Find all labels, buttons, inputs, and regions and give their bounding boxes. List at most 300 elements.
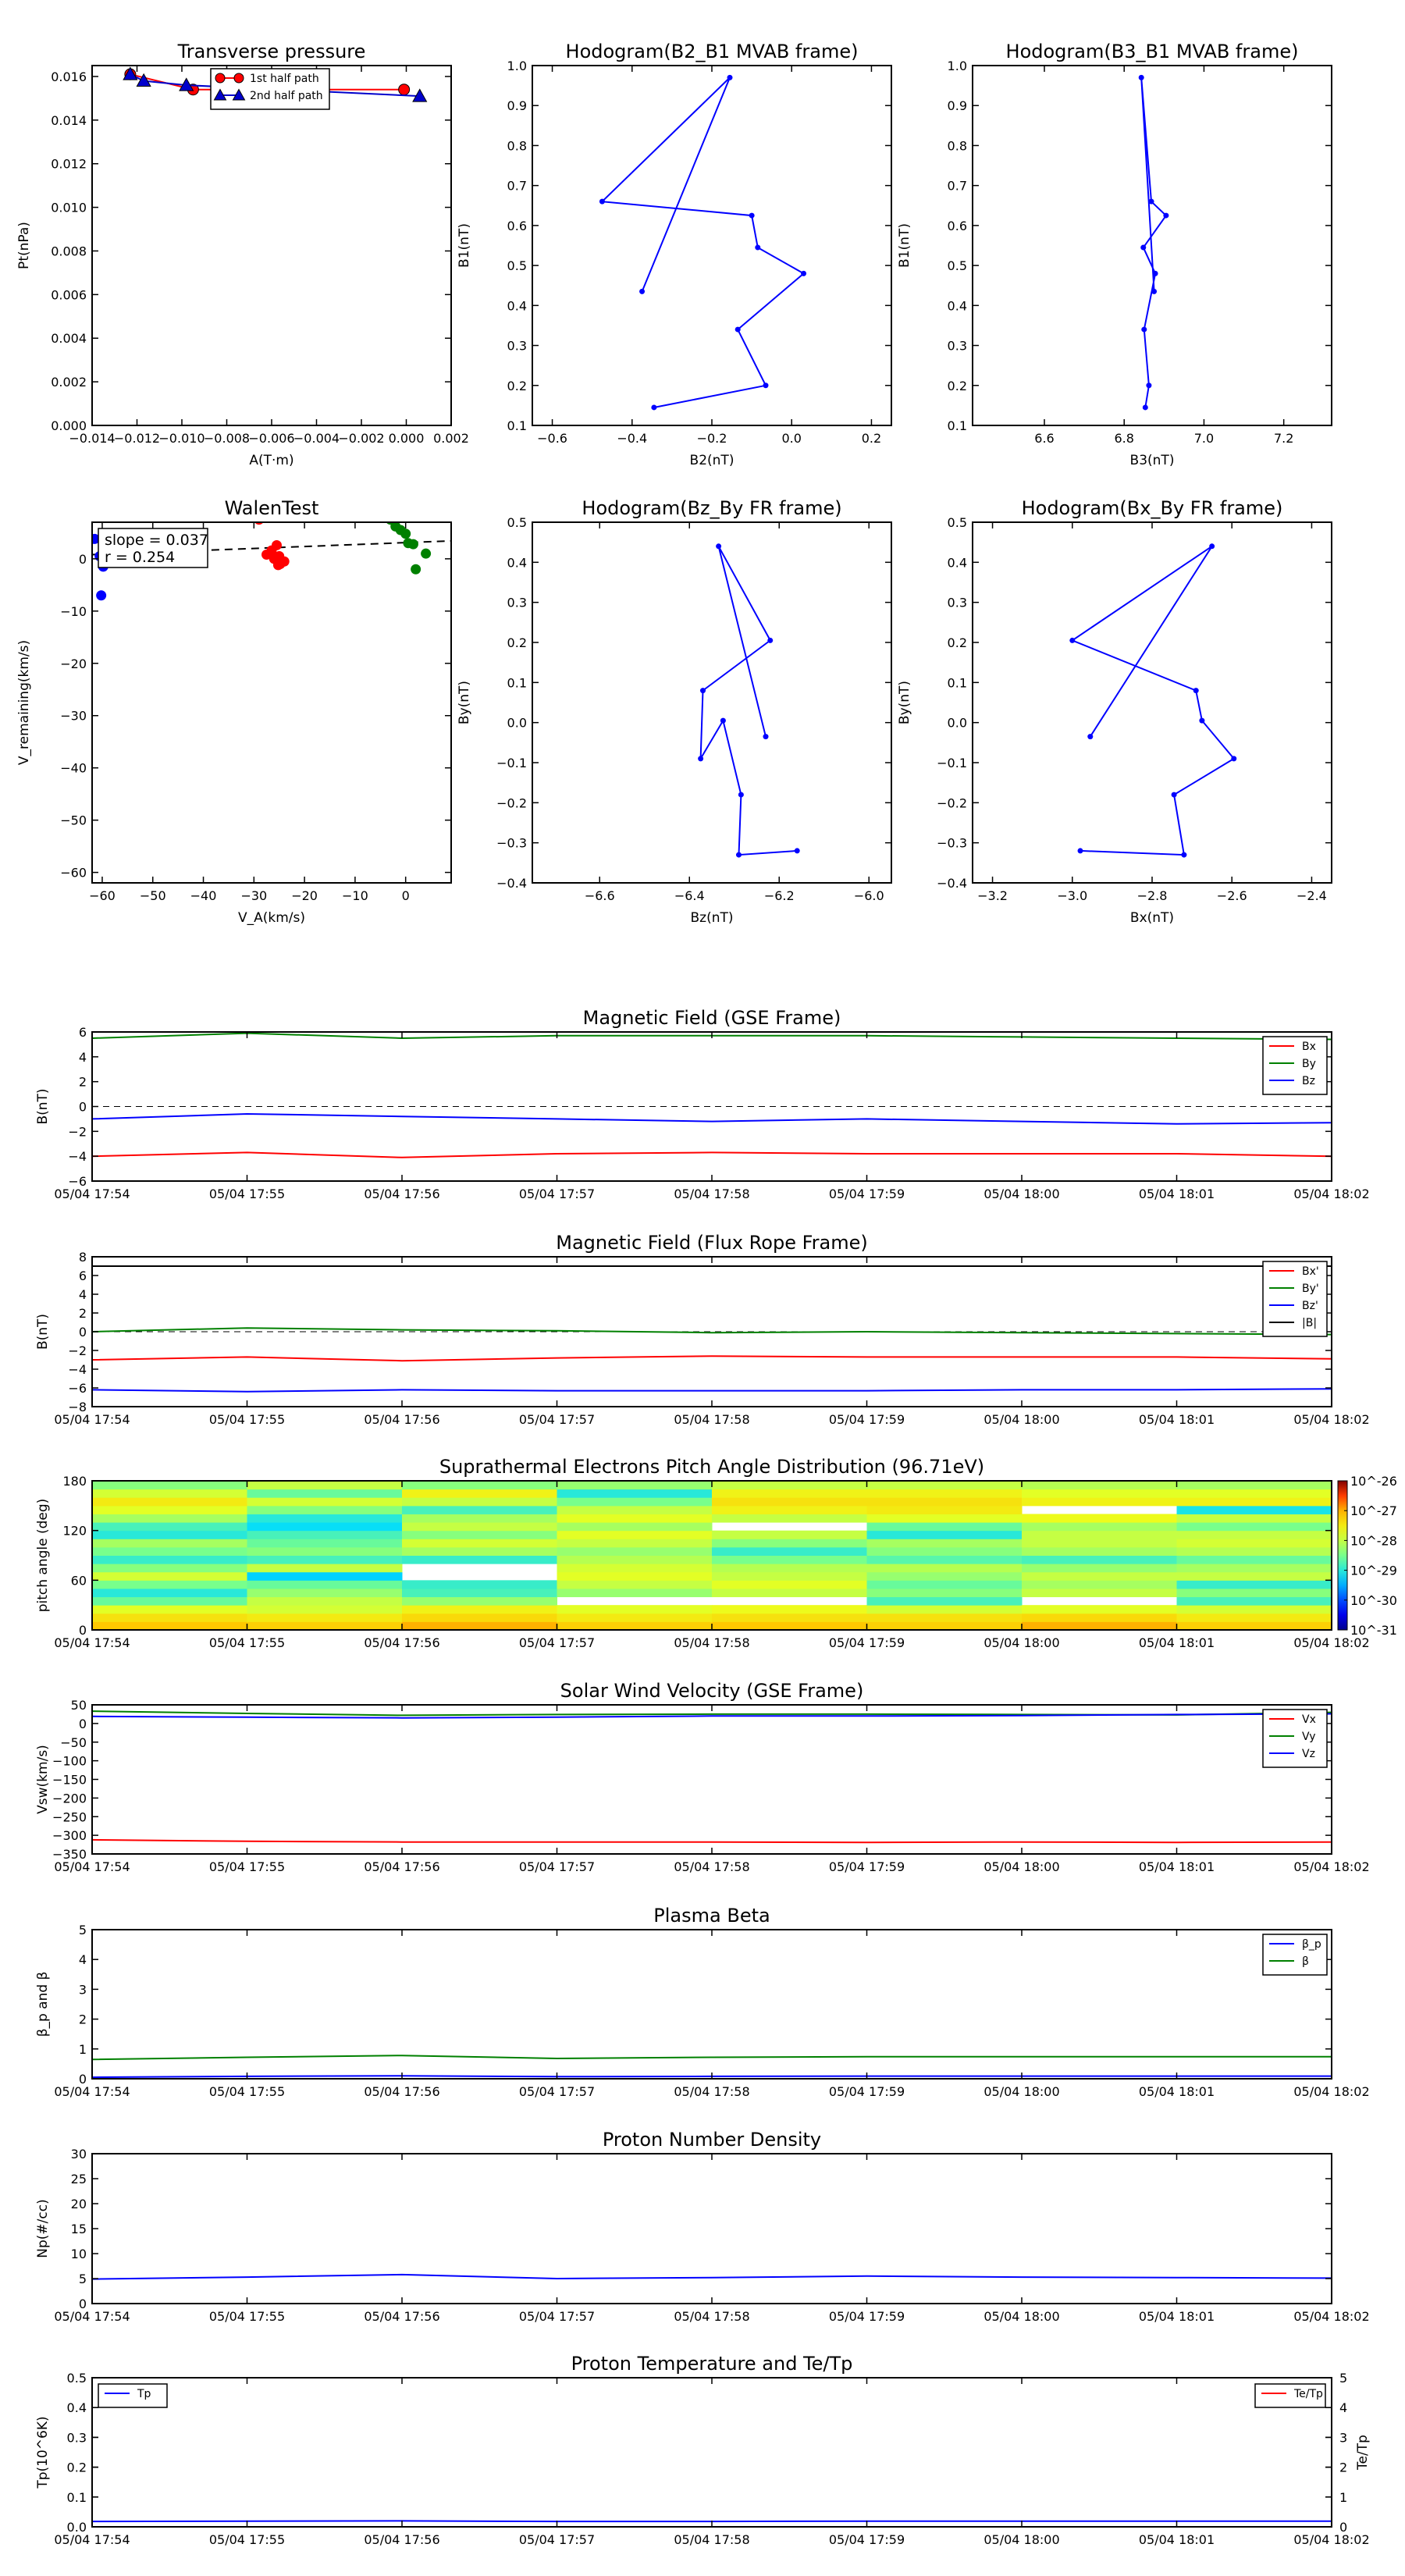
x-tick-label: 05/04 17:59 (828, 1859, 905, 1874)
colorbar (1338, 1481, 1347, 1630)
y-tick-label: 1.0 (947, 59, 967, 73)
plot-frame (92, 2154, 1332, 2304)
x-tick-label: 05/04 18:00 (984, 2084, 1060, 2099)
x-tick-label: −40 (190, 888, 217, 903)
heatmap-cell (557, 1514, 713, 1522)
y-tick-label: 0.4 (947, 298, 967, 314)
heatmap-cell (402, 1489, 557, 1498)
y-tick-label: −150 (52, 1772, 87, 1788)
y-tick-label: −4 (68, 1149, 87, 1165)
heatmap-cell (557, 1506, 713, 1514)
y-tick-label: 0.7 (947, 178, 967, 194)
x-tick-label: 05/04 17:58 (674, 1635, 750, 1650)
heatmap-cell (1022, 1589, 1177, 1597)
heatmap-cell (1022, 1556, 1177, 1564)
y-tick-label: 3 (78, 1982, 87, 1998)
heatmap-cell (247, 1614, 403, 1622)
data-point (1163, 213, 1168, 219)
data-point (1181, 852, 1186, 858)
y2-axis-label: Te/Tp (1355, 2435, 1371, 2470)
legend-label: β_p (1302, 1938, 1321, 1951)
y-tick-label: 0.6 (507, 218, 527, 233)
data-point (1199, 718, 1204, 724)
x-tick-label: −2.6 (1216, 888, 1247, 903)
y-tick-label: 0 (78, 551, 87, 567)
y-tick-label: −60 (60, 865, 87, 881)
y-axis-label: B(nT) (35, 1313, 51, 1350)
heatmap-cell (1022, 1572, 1177, 1581)
heatmap-cell (92, 1531, 247, 1539)
heatmap-cell (557, 1589, 713, 1597)
data-point (716, 543, 721, 549)
chart-bgse (35, 1007, 1370, 1201)
y2-tick-label: 3 (1339, 2430, 1348, 2446)
scatter-point (97, 591, 106, 600)
data-point (1141, 327, 1147, 333)
y-axis-label: Pt(nPa) (16, 222, 32, 269)
chart-np (35, 2129, 1370, 2324)
legend-label: Bz (1302, 1075, 1315, 1087)
x-tick-label: −6.4 (674, 888, 705, 903)
x-tick-label: 6.6 (1034, 431, 1055, 446)
data-point (1069, 638, 1075, 643)
heatmap-cell (1177, 1506, 1332, 1514)
y-tick-label: −40 (60, 760, 87, 776)
y-tick-label: 30 (70, 2147, 87, 2161)
heatmap-cell (1177, 1621, 1332, 1630)
legend-label: 2nd half path (250, 90, 323, 102)
heatmap-cell (1177, 1522, 1332, 1531)
heatmap-cell (247, 1531, 403, 1539)
y2-tick-label: 0 (1339, 2520, 1348, 2535)
heatmap-cell (557, 1556, 713, 1564)
heatmap-cell (557, 1580, 713, 1589)
y-tick-label: −250 (52, 1809, 87, 1825)
x-tick-label: 05/04 17:59 (828, 2309, 905, 2324)
chart-title: Hodogram(B3_B1 MVAB frame) (1005, 41, 1299, 62)
heatmap-cell (247, 1589, 403, 1597)
x-tick-label: 05/04 18:02 (1293, 1635, 1370, 1650)
y-tick-label: 15 (70, 2222, 87, 2236)
heatmap-cell (1022, 1580, 1177, 1589)
x-tick-label: 05/04 17:59 (828, 2532, 905, 2547)
data-point (795, 848, 800, 853)
plot-area (1139, 75, 1169, 411)
heatmap-cell (92, 1614, 247, 1622)
x-tick-label: 05/04 17:58 (674, 2532, 750, 2547)
heatmap-cell (247, 1514, 403, 1522)
heatmap-cell (92, 1489, 247, 1498)
heatmap-cell (867, 1572, 1023, 1581)
x-tick-label: −60 (89, 888, 116, 903)
heatmap-cell (557, 1497, 713, 1506)
x-tick-label: 05/04 17:57 (518, 2309, 596, 2324)
heatmap-cell (92, 1481, 247, 1489)
plot-area (599, 75, 806, 411)
legend-label: 1st half path (250, 73, 319, 85)
y-tick-label: −0.4 (496, 876, 527, 891)
heatmap-cell (402, 1556, 557, 1564)
y-tick-label: 0.2 (947, 635, 967, 650)
x-tick-label: 05/04 18:02 (1293, 2084, 1370, 2099)
series-line-0 (92, 2275, 1332, 2279)
x-tick-label: 05/04 17:55 (208, 1187, 286, 1201)
legend-label: Vy (1302, 1731, 1316, 1743)
y-tick-label: 10 (70, 2247, 87, 2261)
heatmap-cell (712, 1539, 867, 1547)
heatmap-cell (867, 1506, 1023, 1514)
y-tick-label: −100 (52, 1753, 87, 1769)
heatmap-cell (247, 1506, 403, 1514)
x-tick-label: 05/04 17:57 (518, 1412, 596, 1427)
x-tick-label: 05/04 18:01 (1138, 2532, 1215, 2547)
data-point (651, 404, 656, 410)
heatmap-cell (92, 1621, 247, 1630)
scatter-point (273, 560, 283, 570)
series-line-2 (92, 1389, 1332, 1392)
y-tick-label: 0.000 (51, 418, 87, 433)
heatmap-cell (1022, 1497, 1177, 1506)
heatmap-cell (1177, 1564, 1332, 1572)
heatmap-cell (712, 1481, 867, 1489)
x-tick-label: 6.8 (1114, 431, 1134, 446)
y-tick-label: 1 (78, 2041, 87, 2057)
scatter-point (411, 564, 421, 574)
data-point (1146, 382, 1151, 388)
heatmap-cell (1177, 1547, 1332, 1556)
y-tick-label: −200 (52, 1791, 87, 1806)
x-tick-label: −2.8 (1136, 888, 1168, 903)
x-tick-label: 05/04 18:00 (984, 1635, 1060, 1650)
y-tick-label: 0.4 (66, 2400, 87, 2416)
x-tick-label: −0.012 (113, 431, 161, 446)
scatter-point (401, 529, 411, 539)
x-tick-label: 05/04 17:55 (208, 1635, 286, 1650)
chart-hodo_bxby (897, 497, 1332, 926)
y-tick-label: 0.1 (66, 2489, 87, 2505)
heatmap-cell (1022, 1481, 1177, 1489)
chart-title: Hodogram(B2_B1 MVAB frame) (565, 41, 859, 62)
y-tick-label: 2 (78, 2012, 87, 2027)
data-point (720, 718, 726, 724)
y-axis-label: B1(nT) (457, 223, 472, 268)
heatmap-cell (402, 1481, 557, 1489)
heatmap-cell (247, 1564, 403, 1572)
data-point (1151, 289, 1157, 294)
y-tick-label: 60 (70, 1573, 87, 1589)
chart-vsw (35, 1680, 1370, 1874)
legend-label: β (1302, 1955, 1309, 1968)
x-tick-label: 05/04 17:59 (828, 1187, 905, 1201)
x-tick-label: 05/04 17:55 (208, 1412, 286, 1427)
chart-title: Transverse pressure (177, 41, 366, 62)
y-tick-label: −0.2 (937, 795, 967, 811)
heatmap-cell (402, 1597, 557, 1606)
y-tick-label: 0.8 (947, 138, 967, 154)
series-line-1 (92, 2055, 1332, 2059)
y-axis-label: pitch angle (deg) (35, 1498, 51, 1613)
heatmap-cell (247, 1580, 403, 1589)
legend-marker (234, 73, 244, 83)
chart-title: Suprathermal Electrons Pitch Angle Distribution (96.71eV) (439, 1456, 985, 1478)
data-point (727, 75, 733, 80)
y-tick-label: 0.010 (51, 200, 87, 215)
y-tick-label: 0.012 (51, 156, 87, 172)
y-tick-label: 2 (78, 1306, 87, 1321)
heatmap-cell (867, 1497, 1023, 1506)
heatmap-cell (247, 1481, 403, 1489)
y-tick-label: 6 (78, 1268, 87, 1283)
y-tick-label: 0.6 (947, 218, 967, 233)
x-tick-label: 05/04 17:56 (364, 1859, 440, 1874)
x-tick-label: 05/04 18:02 (1293, 1859, 1370, 1874)
x-tick-label: 05/04 17:58 (674, 2309, 750, 2324)
data-point (767, 638, 773, 643)
y-axis-label: V_remaining(km/s) (16, 639, 32, 766)
y2-tick-label: 2 (1339, 2460, 1348, 2475)
x-tick-label: 05/04 17:56 (364, 2532, 440, 2547)
x-tick-label: 05/04 18:02 (1293, 1187, 1370, 1201)
x-tick-label: 05/04 17:57 (518, 2084, 596, 2099)
x-tick-label: 0.0 (781, 431, 802, 446)
y-tick-label: 0.5 (947, 515, 967, 530)
chart-title: Hodogram(Bx_By FR frame) (1021, 497, 1283, 519)
x-tick-label: 05/04 17:55 (208, 1859, 286, 1874)
colorbar-label: 10^-31 (1350, 1623, 1397, 1638)
heatmap-cell (1177, 1580, 1332, 1589)
y-tick-label: 0.4 (507, 555, 527, 571)
y-tick-label: 0.9 (507, 98, 527, 114)
series-line-2 (92, 1114, 1332, 1124)
y-tick-label: 25 (70, 2172, 87, 2186)
legend-label: By (1302, 1058, 1316, 1070)
y-tick-label: 0 (78, 1099, 87, 1115)
x-tick-label: 05/04 18:01 (1138, 2084, 1215, 2099)
heatmap-cell (402, 1531, 557, 1539)
heatmap-cell (402, 1547, 557, 1556)
heatmap-cell (712, 1547, 867, 1556)
legend-marker (215, 73, 225, 83)
y-tick-label: −8 (68, 1400, 87, 1414)
y-tick-label: 0 (78, 1716, 87, 1731)
heatmap-cell (1022, 1539, 1177, 1547)
heatmap-cell (402, 1580, 557, 1589)
heatmap-cell (1177, 1597, 1332, 1606)
chart-walen (16, 497, 451, 926)
legend-label: By' (1302, 1283, 1319, 1295)
chart-title: Solar Wind Velocity (GSE Frame) (560, 1680, 864, 1702)
data-point (639, 289, 645, 294)
y2-tick-label: 4 (1339, 2400, 1348, 2416)
chart-hodo_bzby (457, 497, 891, 926)
data-point (1172, 792, 1177, 798)
y-tick-label: −0.1 (496, 756, 527, 770)
heatmap-cell (402, 1621, 557, 1630)
y-tick-label: 0 (78, 1623, 87, 1638)
x-tick-label: −0.008 (203, 431, 251, 446)
x-tick-label: −0.010 (158, 431, 205, 446)
x-tick-label: 05/04 18:02 (1293, 2309, 1370, 2324)
x-tick-label: 05/04 18:02 (1293, 1412, 1370, 1427)
heatmap-cell (1022, 1531, 1177, 1539)
chart-title: Magnetic Field (GSE Frame) (582, 1007, 841, 1029)
y-tick-label: 0.5 (507, 515, 527, 530)
heatmap-cell (867, 1605, 1023, 1614)
y-tick-label: −2 (68, 1124, 87, 1140)
heatmap-cell (557, 1605, 713, 1614)
heatmap-cell (1022, 1605, 1177, 1614)
heatmap-cell (1022, 1564, 1177, 1572)
legend-label: Vx (1302, 1713, 1316, 1726)
y-tick-label: 4 (78, 1952, 87, 1968)
chart-hodo_b3b1 (897, 41, 1332, 468)
heatmap-cell (712, 1514, 867, 1522)
x-tick-label: 7.0 (1193, 431, 1215, 446)
heatmap-cell (867, 1531, 1023, 1539)
heatmap-cell (1022, 1614, 1177, 1622)
data-point (1193, 688, 1199, 693)
y-tick-label: 0.5 (947, 258, 967, 274)
y-tick-label: 5 (78, 2272, 87, 2286)
heatmap-cell (712, 1572, 867, 1581)
y-tick-label: −50 (60, 1735, 87, 1750)
x-tick-label: 05/04 17:54 (54, 1187, 130, 1201)
y-tick-label: 0 (78, 2297, 87, 2311)
x-tick-label: 05/04 17:59 (828, 1412, 905, 1427)
legend-label: Te/Tp (1294, 2388, 1323, 2400)
plot-area (92, 2275, 1332, 2279)
series-line-0 (92, 1840, 1332, 1842)
x-axis-label: Bx(nT) (1129, 910, 1175, 926)
heatmap-cell (247, 1489, 403, 1498)
y-tick-label: 2 (78, 1074, 87, 1090)
y-tick-label: 20 (70, 2197, 87, 2211)
heatmap-cell (1022, 1514, 1177, 1522)
heatmap-cell (402, 1497, 557, 1506)
y-tick-label: −10 (60, 603, 87, 619)
y-tick-label: 0.3 (66, 2430, 87, 2446)
scatter-point (408, 539, 418, 549)
y2-tick-label: 1 (1339, 2489, 1348, 2505)
heatmap-cell (712, 1506, 867, 1514)
heatmap-cell (867, 1514, 1023, 1522)
y-tick-label: −0.3 (937, 835, 967, 851)
data-point (749, 213, 755, 219)
plot-area (1069, 543, 1236, 857)
y-tick-label: 0.008 (51, 244, 87, 259)
y-tick-label: 0.2 (66, 2460, 87, 2475)
heatmap-cell (557, 1614, 713, 1622)
heatmap-cell (867, 1597, 1023, 1606)
y-tick-label: 0.4 (507, 298, 527, 314)
plot-frame (92, 66, 451, 425)
heatmap-cell (1177, 1497, 1332, 1506)
y-tick-label: 0.3 (507, 595, 527, 610)
x-tick-label: −10 (342, 888, 368, 903)
y-tick-label: 0.004 (51, 331, 87, 347)
x-tick-label: −0.6 (537, 431, 567, 446)
heatmap-cell (247, 1547, 403, 1556)
x-tick-label: −6.0 (853, 888, 884, 903)
heatmap-cell (557, 1564, 713, 1572)
x-tick-label: 05/04 18:00 (984, 2532, 1060, 2547)
heatmap-cell (867, 1539, 1023, 1547)
x-tick-label: 05/04 17:58 (674, 1412, 750, 1427)
y-axis-label: By(nT) (457, 680, 472, 725)
heatmap-cell (402, 1589, 557, 1597)
chart-title: Plasma Beta (653, 1905, 770, 1927)
x-tick-label: 05/04 17:54 (54, 1859, 130, 1874)
y-tick-label: 0.1 (507, 675, 527, 691)
heatmap-cell (712, 1497, 867, 1506)
heatmap-cell (712, 1580, 867, 1589)
x-tick-label: 05/04 18:00 (984, 1412, 1060, 1427)
heatmap-cell (557, 1621, 713, 1630)
heatmap-cell (867, 1564, 1023, 1572)
data-point (763, 734, 769, 739)
heatmap-cell (92, 1556, 247, 1564)
y-tick-label: −20 (60, 656, 87, 671)
heatmap-cell (712, 1564, 867, 1572)
heatmap-cell (92, 1497, 247, 1506)
data-point (801, 271, 806, 276)
series-line-0 (1141, 77, 1166, 407)
legend-label: Bx' (1302, 1265, 1319, 1278)
data-point (1087, 734, 1093, 739)
heatmap-cell (402, 1514, 557, 1522)
y-tick-label: 0.002 (51, 375, 87, 390)
x-tick-label: 05/04 18:00 (984, 1187, 1060, 1201)
x-tick-label: 05/04 18:02 (1293, 2532, 1370, 2547)
y-tick-label: 0.2 (507, 635, 527, 650)
plot-frame (92, 2378, 1332, 2527)
x-tick-label: 05/04 17:58 (674, 2084, 750, 2099)
y-tick-label: 120 (62, 1523, 87, 1539)
heatmap-cell (867, 1547, 1023, 1556)
x-tick-label: 05/04 17:57 (518, 1187, 596, 1201)
colorbar-label: 10^-26 (1350, 1474, 1397, 1489)
data-point (735, 327, 741, 333)
x-tick-label: 05/04 17:54 (54, 2084, 130, 2099)
x-tick-label: −50 (139, 888, 166, 903)
x-tick-label: 05/04 17:56 (364, 1635, 440, 1650)
heatmap-cell (247, 1539, 403, 1547)
colorbar-label: 10^-30 (1350, 1592, 1397, 1608)
y-tick-label: −6 (68, 1381, 87, 1396)
plot-area (698, 543, 800, 857)
heatmap-cell (557, 1531, 713, 1539)
x-tick-label: −2.4 (1297, 888, 1327, 903)
x-tick-label: 05/04 17:59 (828, 1635, 905, 1650)
y-tick-label: −350 (52, 1847, 87, 1862)
heatmap-cell (867, 1556, 1023, 1564)
x-tick-label: 05/04 17:58 (674, 1187, 750, 1201)
y-tick-label: 0.014 (51, 112, 87, 128)
x-tick-label: −6.2 (763, 888, 795, 903)
y-tick-label: 1.0 (507, 59, 527, 73)
x-tick-label: 05/04 17:54 (54, 2532, 130, 2547)
series-line-1 (92, 1328, 1332, 1334)
data-point (1209, 543, 1215, 549)
y-axis-label: B(nT) (35, 1088, 51, 1125)
y-tick-label: −0.4 (937, 876, 967, 891)
y-tick-label: 0.4 (947, 555, 967, 571)
x-tick-label: 05/04 17:54 (54, 1412, 130, 1427)
chart-title: Proton Temperature and Te/Tp (571, 2353, 853, 2375)
heatmap-cell (247, 1621, 403, 1630)
heatmap-cell (867, 1489, 1023, 1498)
y-tick-label: 0.8 (507, 138, 527, 154)
